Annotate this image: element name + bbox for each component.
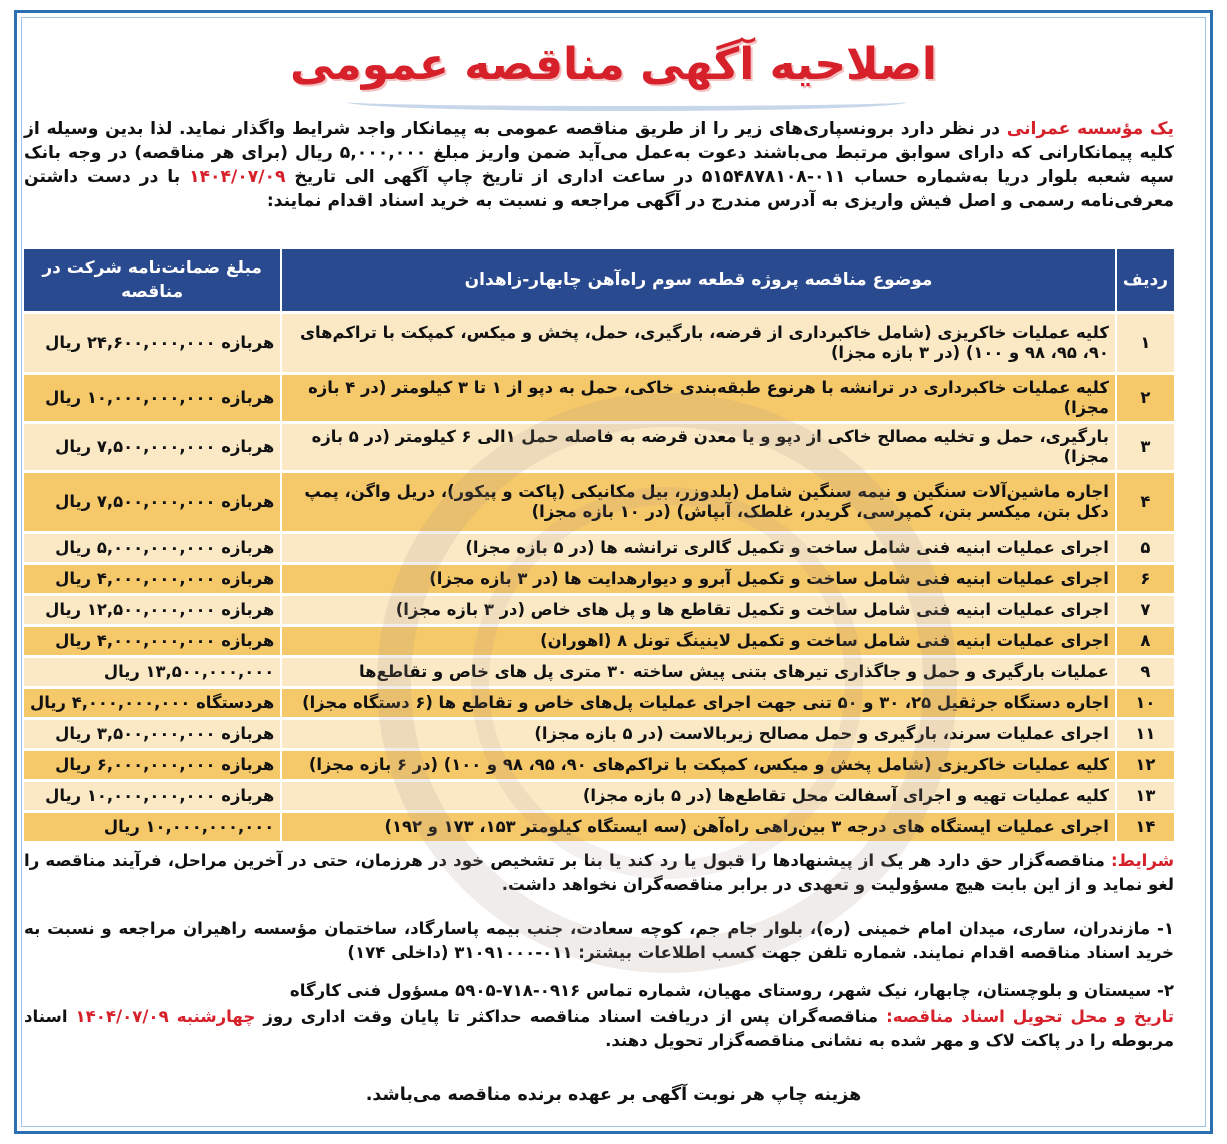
intro-text-1: در نظر دارد برونسپاری‌های زیر را از طریق مناقصه عمومی به پیمانکار واجد شرایط واگذار نماید. لذا بدین وسیله از کلیه پیمانکارانی که دارای سوابق مرتبط می‌باشند دعوت به‌عمل می‌آید ضمن واریز مبلغ ۵,۰۰۰,۰۰۰ ریال (برای هر مناقصه) در وجه بانک سپه شعبه بلوار دریا به‌شماره حساب ۰۱۱-۵۱۵۴۸۷۸۱۰۸ در ساعت اداری از تاریخ چاپ آگهی الی تاریخ [24, 119, 1175, 187]
intro-paragraph [24, 117, 1174, 213]
notice-frame [14, 10, 1213, 1134]
row-amount: هربازه ۲۴,۶۰۰,۰۰۰,۰۰۰ ریال [24, 314, 282, 372]
row-amount: ۱۳,۵۰۰,۰۰۰,۰۰۰ ریال [24, 658, 282, 686]
row-subject: اجاره دستگاه جرثقیل ۲۵، ۳۰ و ۵۰ تنی جهت اجرای عملیات پل‌های خاص و تقاطع ها (۶ دستگاه مجزا) [282, 689, 1115, 717]
row-amount: هربازه ۴,۰۰۰,۰۰۰,۰۰۰ ریال [24, 627, 282, 655]
table-row [24, 596, 1174, 624]
table-body [24, 314, 1174, 841]
row-subject: کلیه عملیات خاکریزی (شامل خاکبرداری از قرضه، بارگیری، حمل، پخش و میکس، کمپکت با تراکم‌های ۹۰، ۹۵، ۹۸ و ۱۰۰) (در ۳ بازه مجزا) [282, 314, 1115, 372]
row-index: ۶ [1115, 565, 1174, 593]
table-row [24, 751, 1174, 779]
row-amount: هربازه ۷,۵۰۰,۰۰۰,۰۰۰ ریال [24, 473, 282, 531]
header-amount: مبلغ ضمانت‌نامه شرکت در مناقصه [24, 249, 282, 311]
conditions-label: شرایط: [1111, 851, 1175, 870]
footer-note: هزینه چاپ هر نوبت آگهی بر عهده برنده مناقصه می‌باشد. [365, 1085, 862, 1105]
row-amount: هردستگاه ۴,۰۰۰,۰۰۰,۰۰۰ ریال [24, 689, 282, 717]
header-index: ردیف [1115, 249, 1174, 311]
table-row [24, 689, 1174, 717]
row-subject: اجرای عملیات ایستگاه های درجه ۳ بین‌راهی راه‌آهن (سه ایستگاه کیلومتر ۱۵۳، ۱۷۳ و ۱۹۲) [282, 813, 1115, 841]
row-index: ۱۱ [1115, 720, 1174, 748]
row-index: ۱۴ [1115, 813, 1174, 841]
row-subject: اجرای عملیات ابنیه فنی شامل ساخت و تکمیل گالری ترانشه ها (در ۵ بازه مجزا) [282, 534, 1115, 562]
row-index: ۲ [1115, 375, 1174, 421]
row-subject: اجرای عملیات ابنیه فنی شامل ساخت و تکمیل تقاطع ها و پل های خاص (در ۳ بازه مجزا) [282, 596, 1115, 624]
row-amount: هربازه ۳,۵۰۰,۰۰۰,۰۰۰ ریال [24, 720, 282, 748]
row-index: ۱ [1115, 314, 1174, 372]
row-index: ۹ [1115, 658, 1174, 686]
delivery-text-1: مناقصه‌گران پس از دریافت اسناد مناقصه حداکثر تا پایان وقت اداری روز [263, 1007, 879, 1026]
row-amount: هربازه ۱۲,۵۰۰,۰۰۰,۰۰۰ ریال [24, 596, 282, 624]
row-index: ۳ [1115, 424, 1174, 470]
row-amount: هربازه ۶,۰۰۰,۰۰۰,۰۰۰ ریال [24, 751, 282, 779]
delivery-label: تاریخ و محل تحویل اسناد مناقصه: [886, 1007, 1175, 1026]
row-amount: هربازه ۷,۵۰۰,۰۰۰,۰۰۰ ریال [24, 424, 282, 470]
row-index: ۱۰ [1115, 689, 1174, 717]
row-amount: هربازه ۱۰,۰۰۰,۰۰۰,۰۰۰ ریال [24, 375, 282, 421]
row-amount: ۱۰,۰۰۰,۰۰۰,۰۰۰ ریال [24, 813, 282, 841]
row-index: ۷ [1115, 596, 1174, 624]
conditions-text: مناقصه‌گزار حق دارد هر یک از پیشنهادها را قبول یا رد کند یا بنا بر تشخیص خود در هرزمان، حتی در آخرین مراحل، فرآیند مناقصه را لغو نماید و از این بابت هیچ مسؤولیت و تعهدی در برابر مناقصه‌گران نخواهد داشت. [24, 851, 1174, 894]
intro-text-2: با در دست داشتن معرفی‌نامه رسمی و اصل فیش واریزی به آدرس مندرج در آگهی مراجعه و نسبت به خرید اسناد اقدام نمایند: [24, 167, 1174, 211]
row-subject: اجرای عملیات سرند، بارگیری و حمل مصالح زیربالاست (در ۵ بازه مجزا) [282, 720, 1115, 748]
title-underline [347, 93, 907, 111]
address-1: ۱- مازندران، ساری، میدان امام خمینی (ره)، بلوار جام جم، کوچه سعادت، جنب بیمه پاسارگاد، ساختمان مؤسسه راهیران مراجعه و نسبت به خرید اسناد مناقصه اقدام نمایند. شماره تلفن جهت کسب اطلاعات بیشتر: ۰۱۱-۳۱۰۹۱۰۰۰ (داخلی ۱۷۴) [24, 919, 1174, 962]
row-index: ۴ [1115, 473, 1174, 531]
row-subject: عملیات بارگیری و حمل و جاگذاری تیرهای بتنی پیش ساخته ۳۰ متری پل های خاص و تقاطع‌ها [282, 658, 1115, 686]
row-subject: اجاره ماشین‌آلات سنگین و نیمه سنگین شامل (بلدوزر، بیل مکانیکی (پاکت و پیکور)، دریل واگن، پمپ دکل بتن، میکسر بتن، کمپرسی، گریدر، غلطک، آبپاش) (در ۱۰ بازه مجزا) [282, 473, 1115, 531]
table-row [24, 813, 1174, 841]
header-subject: موضوع مناقصه پروژه قطعه سوم راه‌آهن چابهار-زاهدان [282, 249, 1115, 311]
table-row [24, 565, 1174, 593]
address-2: ۲- سیستان و بلوچستان، چابهار، نیک شهر، روستای مهیان، شماره تماس ۰۹۱۶-۷۱۸-۵۹۰۵ مسؤول فنی کارگاه [289, 981, 1174, 1000]
row-subject: کلیه عملیات خاکبرداری در ترانشه با هرنوع طبقه‌بندی خاکی، حمل به دپو از ۱ تا ۳ کیلومتر (در ۴ بازه مجزا) [282, 375, 1115, 421]
table-row [24, 720, 1174, 748]
table-row [24, 627, 1174, 655]
title-block [17, 35, 1210, 105]
table-row [24, 473, 1174, 531]
table-row [24, 375, 1174, 421]
conditions-paragraph [24, 849, 1174, 897]
delivery-day: چهارشنبه ۱۴۰۴/۰۷/۰۹ [75, 1007, 256, 1026]
table-header-row [24, 249, 1174, 311]
tender-table [24, 246, 1174, 844]
delivery-text-2: اسناد مربوطه را در پاکت لاک و مهر شده به نشانی مناقصه‌گزار تحویل دهند. [24, 1007, 1174, 1050]
row-subject: کلیه عملیات خاکریزی (شامل پخش و میکس، کمپکت با تراکم‌های ۹۰، ۹۵، ۹۸ و ۱۰۰) (در ۶ بازه مجزا) [282, 751, 1115, 779]
row-subject: اجرای عملیات ابنیه فنی شامل ساخت و تکمیل آبرو و دیوارهدایت ها (در ۳ بازه مجزا) [282, 565, 1115, 593]
row-amount: هربازه ۴,۰۰۰,۰۰۰,۰۰۰ ریال [24, 565, 282, 593]
row-subject: اجرای عملیات ابنیه فنی شامل ساخت و تکمیل لاینینگ تونل ۸ (اهوران) [282, 627, 1115, 655]
row-amount: هربازه ۱۰,۰۰۰,۰۰۰,۰۰۰ ریال [24, 782, 282, 810]
delivery-paragraph [24, 1005, 1174, 1053]
table-row [24, 314, 1174, 372]
row-index: ۱۳ [1115, 782, 1174, 810]
page-title: اصلاحیه آگهی مناقصه عمومی [289, 39, 938, 90]
table-row [24, 658, 1174, 686]
table-row [24, 534, 1174, 562]
intro-deadline: ۱۴۰۴/۰۷/۰۹ [189, 167, 286, 187]
row-subject: کلیه عملیات تهیه و اجرای آسفالت محل تقاطع‌ها (در ۵ بازه مجزا) [282, 782, 1115, 810]
row-index: ۸ [1115, 627, 1174, 655]
row-amount: هربازه ۵,۰۰۰,۰۰۰,۰۰۰ ریال [24, 534, 282, 562]
row-index: ۱۲ [1115, 751, 1174, 779]
table-row [24, 424, 1174, 470]
intro-org: یک مؤسسه عمرانی [1006, 119, 1174, 139]
table-row [24, 782, 1174, 810]
row-index: ۵ [1115, 534, 1174, 562]
row-subject: بارگیری، حمل و تخلیه مصالح خاکی از دپو و یا معدن قرضه به فاصله حمل ۱الی ۶ کیلومتر (در ۵ بازه مجزا) [282, 424, 1115, 470]
